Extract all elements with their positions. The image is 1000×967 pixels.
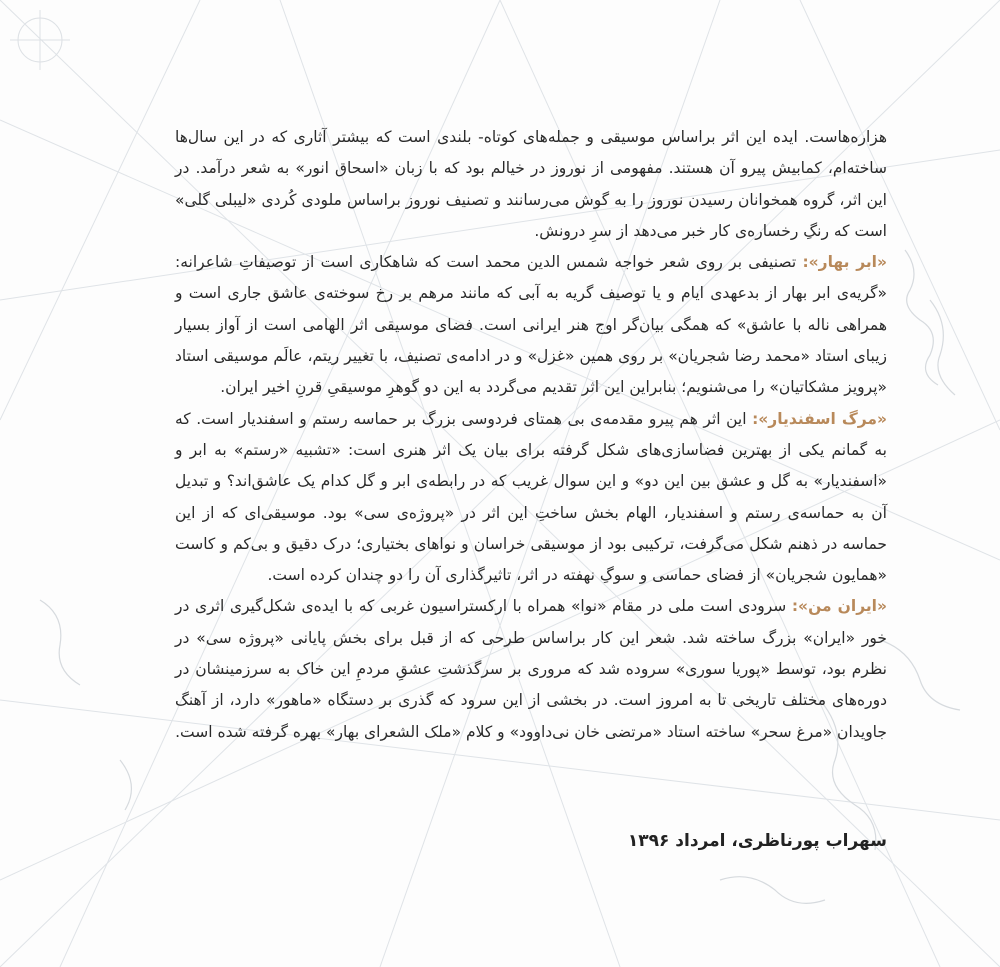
author-signature: سهراب پورناظری، امرداد ۱۳۹۶: [627, 831, 887, 851]
intro-paragraph: هزاره‌هاست. ایده این اثر براساس موسیقی و جمله‌های کوتاه- بلندی است که بیشتر آثاری که در این سال‌ها ساخته‌ام، کمابیش پیرو آن هستند. مفهومی از نوروز در خیالم بود که با زبان «اسحاق انور» به شعر درآمد. در این اثر، گروه همخوانان رسیدن نوروز را به گوش می‌رسانند و تصنیف نوروز براساس ملودی کُردی «لیبلی گلی» است که رنگِ رخساره‌ی کار خبر می‌دهد از سرِ درونش.: [175, 128, 887, 240]
section-iran-man: [175, 591, 887, 747]
article-body: [175, 122, 887, 748]
section-title: «مرگ اسفندیار»:: [752, 409, 887, 428]
section-text: این اثر هم پیرو مقدمه‌ی بی همتای فردوسی بزرگ بر حماسه رستم و اسفندیار است. که به گمانم یکی از بهترین فضاسازی‌های شکل گرفته برای بیان یک اثر هنری است: «تشبیه «رستم» به ابر و «اسفندیار» به گل و عشق بین این دو» و این سوال غریب که در رابطه‌ی ابر و گل کدام یک عاشق‌اند؟ و تبدیل آن به حماسه‌ی رستم و اسفندیار، الهام بخش ساختِ این اثر در «پروژه‌ی سی» بود. موسیقی‌ای که از این حماسه در ذهنم شکل می‌گرفت، ترکیبی بود از موسیقی خراسان و نواهای بختیاری؛ درک دقیق و بی‌کم و کاست «همایون شجریان» از فضای حماسی و سوگِ نهفته در اثر، تاثیرگذاری آن را دو چندان کرده است.: [175, 409, 887, 585]
section-marg-esfandiar: [175, 404, 887, 592]
section-title: «ابر بهار»:: [802, 253, 887, 272]
section-title: «ایران من»:: [791, 597, 888, 616]
section-abr-bahar: [175, 247, 887, 403]
section-text: سرودی است ملی در مقام «نوا» همراه با ارکستراسیون غربی که با ایده‌ی شکل‌گیری اثری در خور «ایران» بزرگ ساخته شد. شعر این کار براساس طرحی که از قبل برای بخش پایانی «پروژه سی» در نظرم بود، توسط «پوریا سوری» سروده شد که مروری بر سرگذشتِ عشقِ مردمِ این خاک به سرزمینشان در دوره‌های مختلف تاریخی تا به امروز است. در بخشی از این سرود که گذری بر دستگاه «ماهور» دارد، از آهنگ جاویدان «مرغ سحر» ساخته استاد «مرتضی خان نی‌داوود» و کلام «ملک الشعرای بهار» بهره گرفته شده است.: [175, 597, 887, 741]
section-text: تصنیفی بر روی شعر خواجه شمس الدین محمد است که شاهکاری است از توصیفاتِ شاعرانه: «گریه‌ی ابر بهار از بدعهدی ایام و یا توصیف گریه به آبی که مانند مرهم بر رخ سوخته‌ی عاشق جاری است و همراهی ناله با عاشق» که همگی بیان‌گر اوج هنر ایرانی است. فضای موسیقی اثر الهامی است از آواز بسیار زیبای استاد «محمد رضا شجریان» بر روی همین «غزل» و در ادامه‌ی تصنیف، با تغییر ریتم، عالَم موسیقی استاد «پرویز مشکاتیان» را می‌شنویم؛ بنابراین این اثر تقدیم می‌گردد به این دو گوهرِ موسیقیِ قرنِ اخیر ایران.: [175, 253, 887, 397]
